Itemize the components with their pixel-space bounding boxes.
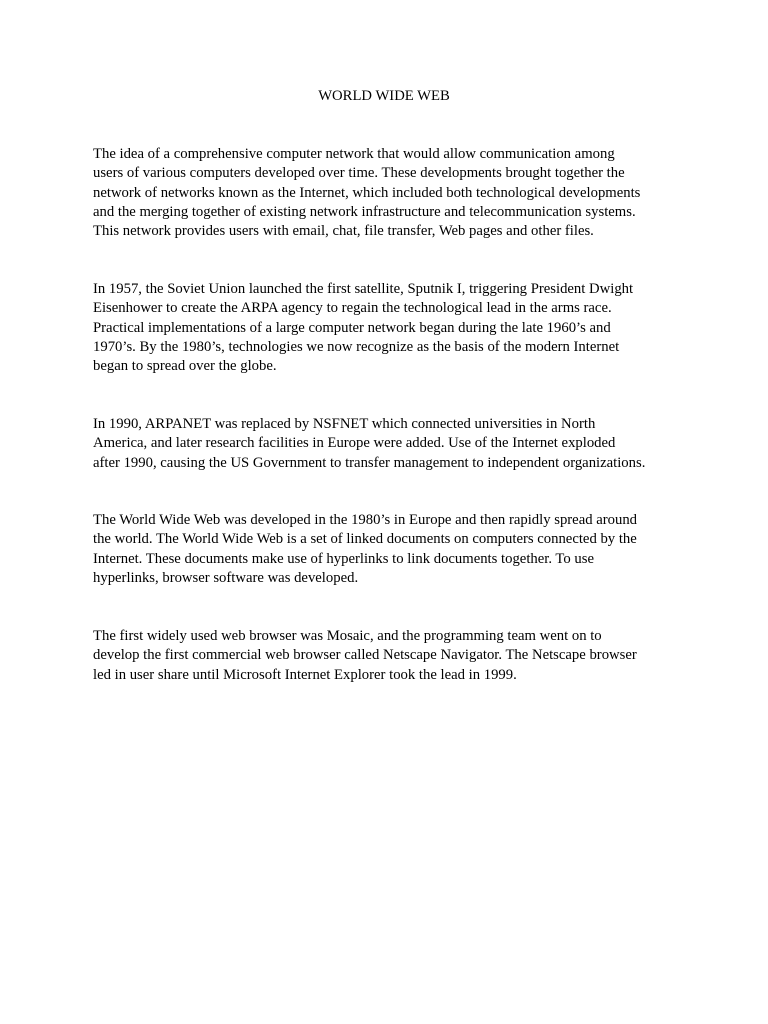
text-line: led in user share until Microsoft Internet Explorer took the lead in 1999. bbox=[93, 666, 517, 683]
text-line: after 1990, causing the US Government to transfer management to independent organizations. bbox=[93, 454, 646, 471]
text-line: users of various computers developed over time. These developments brought together the bbox=[93, 165, 625, 182]
text-line: Internet. These documents make use of hyperlinks to link documents together. To use bbox=[93, 550, 594, 567]
document-title: WORLD WIDE WEB bbox=[318, 88, 450, 104]
paragraph-world-wide-web bbox=[93, 511, 683, 588]
paragraph-origins bbox=[93, 145, 683, 241]
text-line: The World Wide Web was developed in the 1980’s in Europe and then rapidly spread around bbox=[93, 512, 638, 528]
text-line: develop the first commercial web browser called Netscape Navigator. The Netscape browser bbox=[93, 647, 637, 664]
paragraph-arpa-history bbox=[93, 280, 683, 376]
paragraph-nsfnet bbox=[93, 415, 683, 473]
text-line: Practical implementations of a large computer network began during the late 1960’s and bbox=[93, 319, 611, 336]
text-line: Eisenhower to create the ARPA agency to regain the technological lead in the arms race. bbox=[93, 300, 612, 317]
text-line: began to spread over the globe. bbox=[93, 358, 277, 375]
text-line: In 1990, ARPANET was replaced by NSFNET which connected universities in North bbox=[93, 416, 596, 432]
text-line: America, and later research facilities in Europe were added. Use of the Internet exploded bbox=[93, 435, 616, 452]
text-line: The first widely used web browser was Mosaic, and the programming team went on to bbox=[93, 628, 602, 644]
text-line: This network provides users with email, chat, file transfer, Web pages and other files. bbox=[93, 223, 594, 240]
paragraph-web-browsers bbox=[93, 627, 683, 685]
text-line: The idea of a comprehensive computer network that would allow communication among bbox=[93, 146, 615, 162]
text-line: 1970’s. By the 1980’s, technologies we now recognize as the basis of the modern Internet bbox=[93, 338, 620, 355]
text-line: network of networks known as the Internet, which included both technological developments bbox=[93, 184, 641, 201]
text-line: In 1957, the Soviet Union launched the first satellite, Sputnik I, triggering President Dwight bbox=[93, 281, 634, 297]
text-line: the world. The World Wide Web is a set of linked documents on computers connected by the bbox=[93, 531, 637, 548]
text-line: hyperlinks, browser software was developed. bbox=[93, 569, 359, 586]
text-line: and the merging together of existing network infrastructure and telecommunication systems. bbox=[93, 203, 636, 220]
